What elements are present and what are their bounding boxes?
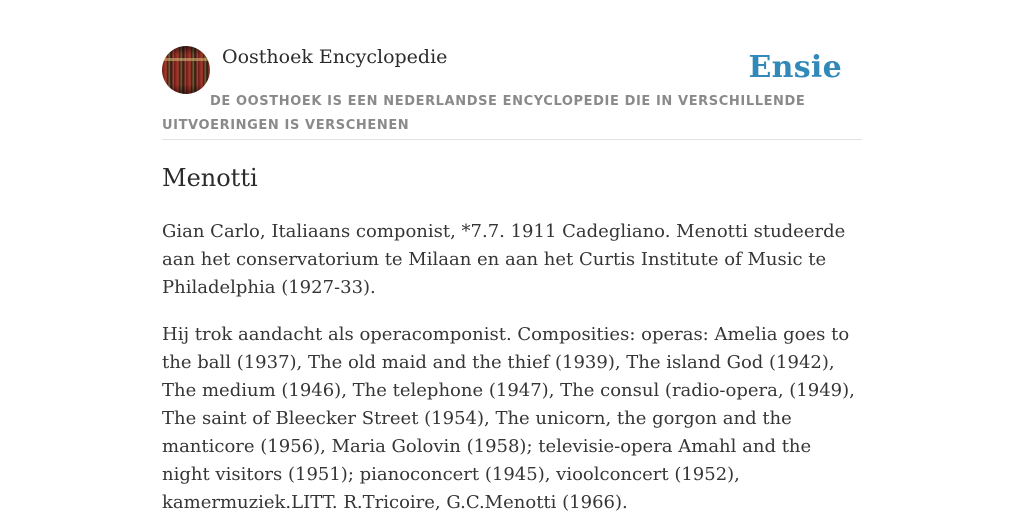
article-title: Menotti bbox=[162, 164, 258, 192]
article bbox=[162, 160, 862, 512]
site-header bbox=[162, 46, 862, 140]
article-paragraph: Gian Carlo, Italiaans componist, *7.7. 1911 Cadegliano. Menotti studeerde aan het conservatorium te Milaan en aan het Curtis Institute of Music te Philadelphia (1927-33). bbox=[162, 221, 846, 298]
site-name[interactable]: Oosthoek Encyclopedie bbox=[222, 46, 448, 68]
article-paragraph: Hij trok aandacht als operacomponist. Composities: operas: Amelia goes to the ball (1937), The old maid and the thief (1939), The island God (1942), The medium (1946), The telephone (1947), The consul (radio-opera, (1949), The saint of Bleecker Street (1954), The unicorn, the gorgon and the manticore (1956), Maria Golovin (1958); televisie-opera Amahl and the night visitors (1951); pianoconcert (1945), vioolconcert (1952), kamermuziek.LITT. R.Tricoire, G.C.Menotti (1966). bbox=[162, 324, 855, 512]
encyclopedia-avatar-icon[interactable] bbox=[162, 46, 210, 94]
brand-logo[interactable]: Ensie bbox=[748, 50, 842, 85]
site-tagline: DE OOSTHOEK IS EEN NEDERLANDSE ENCYCLOPEDIE DIE IN VERSCHILLENDE UITVOERINGEN IS VERSCHENEN bbox=[162, 94, 806, 133]
